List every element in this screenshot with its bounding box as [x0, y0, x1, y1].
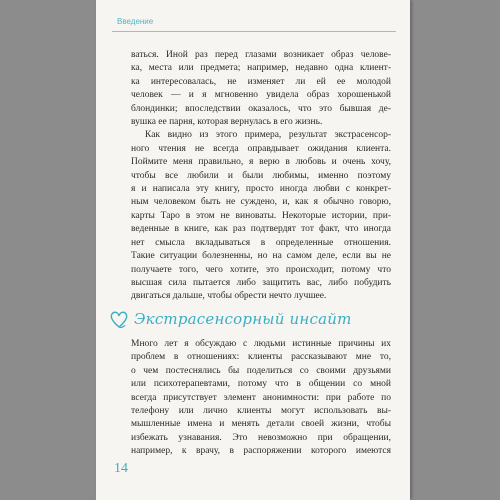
text-line: высшая сила пытается либо защитить вас, либо побудить	[131, 277, 391, 288]
text-line: ваться. Иной раз перед глазами возникает образ челове-	[131, 50, 391, 60]
text-line: получаете того, чего хотите, это происходит, потому что	[131, 264, 391, 275]
text-line: ка интересовалась, не изменяет ли ей ее молодой	[131, 76, 391, 87]
text-line: мышленные имена и менять детали своей жизни, чтобы	[131, 419, 391, 430]
text-line: избежать узнавания. Это невозможно при обращении,	[131, 432, 391, 443]
text-line: веденные в книге, как раз подтвердят тот факт, что иногда	[131, 224, 391, 235]
text-line: ного чтения не всегда оправдывает ожидания клиента.	[131, 143, 391, 154]
text-line: я и написала эту книгу, просто иногда любви с конкрет-	[131, 184, 391, 195]
book-page	[96, 0, 410, 500]
paragraph-3	[131, 338, 391, 459]
text-line: телефону или лично клиенты могут использовать вы-	[131, 406, 391, 417]
body-text-upper	[131, 49, 391, 304]
body-text-lower	[131, 338, 391, 459]
text-line: о чем постеснялись бы поделиться со своими друзьями	[131, 365, 391, 376]
running-header	[96, 17, 410, 31]
text-line: вушка ее парня, которая вернулась в его жизнь.	[131, 117, 323, 128]
text-line: Как видно из этого примера, результат экстрасенсор-	[145, 130, 391, 141]
text-line: человек — и я мгновенно увидела образ хорошенькой	[131, 90, 391, 101]
heart-swirl-icon	[108, 308, 130, 330]
paragraph-1	[131, 49, 391, 129]
text-line: чтобы все любили и были любимы, именно поэтому	[131, 170, 391, 181]
paragraph-2	[131, 129, 391, 303]
text-line: или психотерапевтами, потому что в общении со мной	[131, 379, 391, 390]
text-line: ка, места или предмета; например, недавно одна клиент-	[131, 63, 391, 74]
text-line: двигаться дальше, чтобы обрести нечто лучшее.	[131, 291, 327, 302]
text-line: блондинки; впоследствии оказалось, что это бывшая де-	[131, 103, 391, 114]
text-line: например, к врачу, в распоряжении которого имеются	[131, 446, 391, 457]
text-line: ным человеком быть не суждено, и, как я обычно говорю,	[131, 197, 391, 208]
header-divider	[112, 31, 396, 32]
text-line: Много лет я обсуждаю с людьми истинные причины их	[131, 339, 391, 349]
chapter-title: Введение	[117, 17, 154, 26]
text-line: проблем в отношениях: клиенты рассказывают мне то,	[131, 352, 391, 363]
section-heading-text: Экстрасенсорный инсайт	[134, 310, 352, 328]
section-heading	[108, 308, 352, 330]
text-line: нет смысла вкладываться в определенные отношения.	[131, 237, 391, 248]
text-line: Такие ситуации болезненны, но на самом деле, если вы не	[131, 251, 391, 262]
text-line: всегда присутствует элемент анонимности: при работе по	[131, 392, 391, 403]
page-number: 14	[114, 461, 128, 476]
text-line: Поймите меня правильно, я верю в любовь и очень хочу,	[131, 157, 391, 168]
text-line: карты Таро в этом не виноваты. Некоторые истории, при-	[131, 210, 391, 221]
